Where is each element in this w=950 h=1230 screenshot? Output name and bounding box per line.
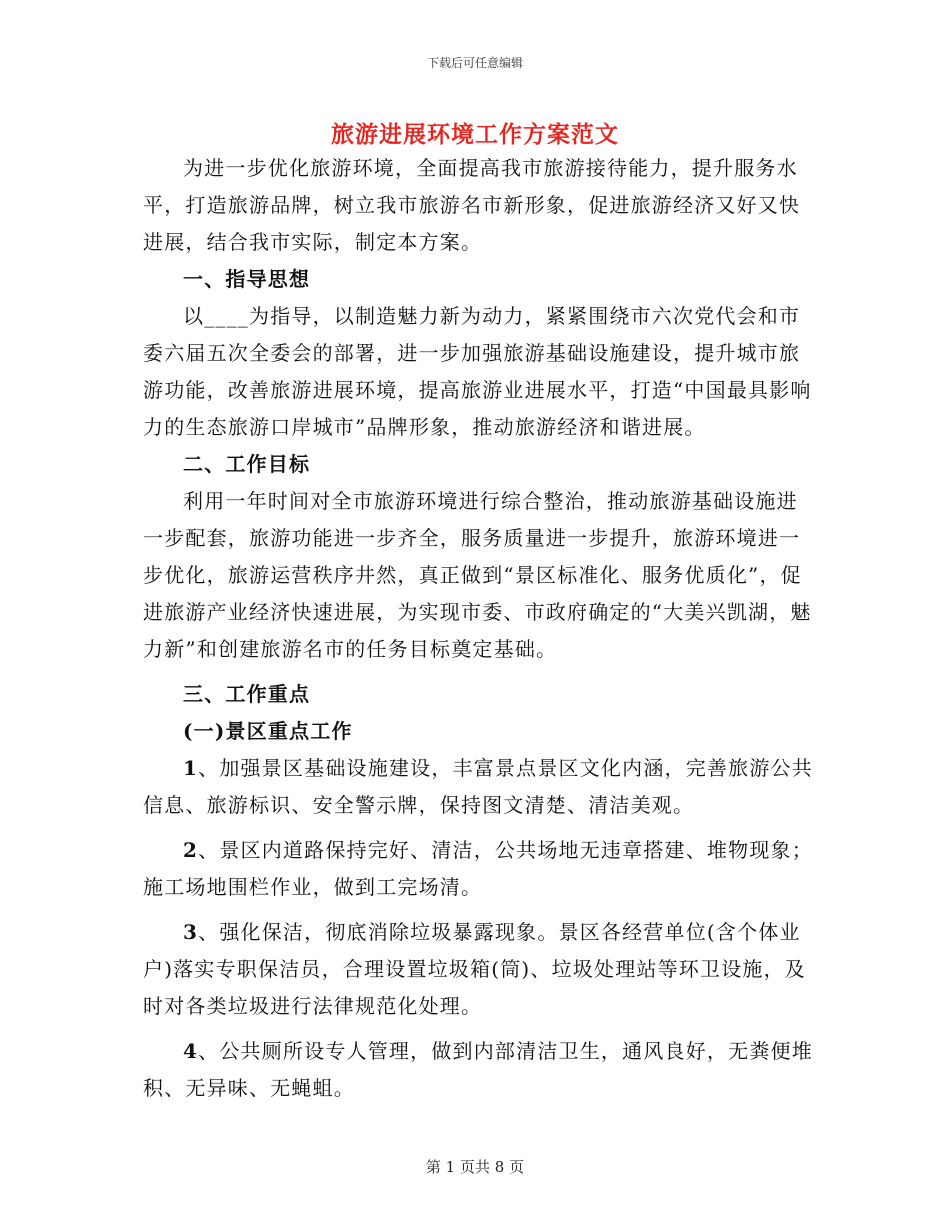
- list-item-text: 、强化保洁，彻底消除垃圾暴露现象。景区各经营单位(含个体业户)落实专职保洁员，合理设置垃圾箱(筒)、垃圾处理站等环卫设施，及时对各类垃圾进行法律规范化处理。: [143, 920, 807, 1018]
- document-body: [143, 150, 815, 1107]
- list-item: [143, 914, 815, 1025]
- list-item-number: 4: [183, 1039, 199, 1063]
- list-item-text: 、加强景区基础设施建设，丰富景点景区文化内涵，完善旅游公共信息、旅游标识、安全警示牌，保持图文清楚、清洁美观。: [143, 756, 813, 817]
- list-item-text: 、景区内道路保持完好、清洁，公共场地无违章搭建、堆物现象；施工场地围栏作业，做到工完场清。: [143, 838, 813, 899]
- page-header-note: 下载后可任意编辑: [426, 56, 523, 70]
- list-item-number: 1: [183, 756, 199, 780]
- work-goals-paragraph: 利用一年时间对全市旅游环境进行综合整治，推动旅游基础设施进一步配套，旅游功能进一步齐全，服务质量进一步提升，旅游环境进一步优化，旅游运营秩序井然，真正做到“景区标准化、服务优质化”，促进旅游产业经济快速进展，为实现市委、市政府确定的“大美兴凯湖，魅力新”和创建旅游名市的任务目标奠定基础。: [143, 489, 812, 661]
- list-item-text: 、公共厕所设专人管理，做到内部清洁卫生，通风良好，无粪便堆积、无异味、无蝇蛆。: [143, 1039, 813, 1100]
- document-title: 旅游进展环境工作方案范文: [331, 121, 619, 148]
- list-item: [143, 750, 815, 824]
- section-heading-key-work: 三、工作重点: [183, 682, 311, 706]
- list-item: [143, 1033, 815, 1107]
- list-item: [143, 832, 815, 906]
- section-heading-guiding-thought: 一、指导思想: [183, 267, 311, 291]
- list-item-number: 3: [183, 920, 199, 944]
- guiding-thought-paragraph: 以____为指导，以制造魅力新为动力，紧紧围绕市六次党代会和市委六届五次全委会的部署，进一步加强旅游基础设施建设，提升城市旅游功能，改善旅游进展环境，提高旅游业进展水平，打造“中国最具影响力的生态旅游口岸城市”品牌形象，推动旅游经济和谐进展。: [143, 304, 812, 439]
- list-item-number: 2: [183, 838, 199, 862]
- subsection-heading-scenic-area: (一)景区重点工作: [183, 719, 353, 743]
- intro-paragraph: 为进一步优化旅游环境，全面提高我市旅游接待能力，提升服务水平，打造旅游品牌，树立我市旅游名市新形象，促进旅游经济又好又快进展，结合我市实际，制定本方案。: [143, 156, 801, 254]
- page-footer-page-number: 第 1 页共 8 页: [425, 1158, 525, 1176]
- section-heading-work-goals: 二、工作目标: [183, 452, 311, 476]
